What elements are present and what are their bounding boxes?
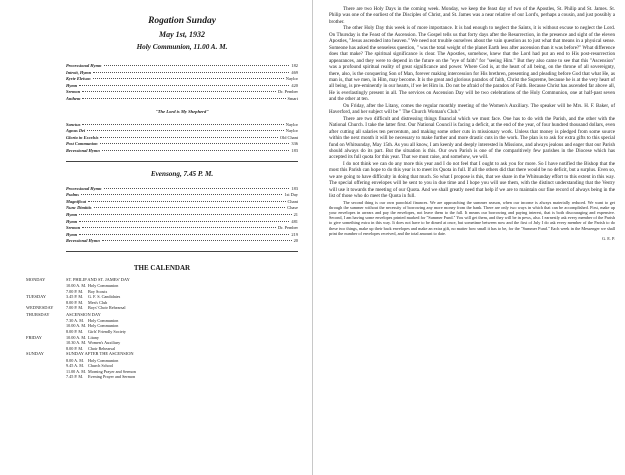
- calendar-day: [26, 351, 298, 380]
- event-name: Choir Rehearsal: [88, 345, 116, 351]
- leader-dots: [94, 207, 286, 208]
- event-time: 8.00 A. M.: [66, 357, 85, 363]
- event-name: Morning Prayer and Sermon: [88, 368, 136, 374]
- left-page: [0, 0, 312, 475]
- order-item-label: Hymn: [66, 82, 78, 88]
- event-name: Holy Communion: [88, 283, 119, 289]
- calendar-day-events: [66, 294, 298, 305]
- calendar-event: [66, 305, 298, 311]
- order-item-label: Sermon: [66, 89, 81, 95]
- evening-order-list: [66, 186, 298, 245]
- leader-dots: [82, 98, 285, 99]
- calendar-list: [26, 276, 298, 380]
- order-item-value: Naylor: [285, 121, 298, 127]
- order-item: [66, 141, 298, 148]
- event-name: Girls' Friendly Society: [88, 329, 126, 335]
- event-name: Holy Communion: [88, 323, 119, 329]
- event-time: 10.00 A. M.: [66, 334, 87, 340]
- event-name: Holy Communion: [88, 357, 119, 363]
- calendar-day: [26, 294, 298, 305]
- order-item-value: 21: [293, 211, 298, 217]
- event-name: Boy Scouts: [88, 288, 108, 294]
- order-item-label: Magnificat: [66, 198, 87, 204]
- event-name: G. F. S. Candidates: [88, 294, 121, 300]
- leader-dots: [82, 227, 276, 228]
- calendar-day-name: FRIDAY: [26, 334, 42, 340]
- event-name: Women's Auxiliary: [88, 340, 121, 346]
- calendar-day-events: [66, 312, 298, 335]
- leader-dots: [93, 72, 289, 73]
- leader-dots: [104, 188, 290, 189]
- order-item: [66, 70, 298, 77]
- order-item: [66, 76, 298, 83]
- event-time: 7.30 A. M.: [66, 317, 85, 323]
- order-item-value: 481: [291, 218, 298, 224]
- section-divider: [66, 161, 298, 162]
- order-item-value: Chant: [287, 198, 298, 204]
- order-item: [66, 122, 298, 129]
- calendar-day-name: THURSDAY: [26, 311, 50, 317]
- page-title: Rogation Sunday: [148, 16, 216, 26]
- leader-dots: [81, 194, 283, 195]
- calendar-day: [26, 277, 298, 294]
- service-date: May 1st, 1932: [159, 30, 205, 39]
- event-time: 7.00 P. M.: [66, 288, 84, 294]
- event-name: Church School: [88, 363, 114, 369]
- leader-dots: [100, 143, 290, 144]
- event-name: Men's Club: [88, 299, 108, 305]
- order-item-label: Anthem: [66, 95, 81, 101]
- order-item-value: 183: [291, 147, 298, 153]
- order-item-label: Nunc Dimittis: [66, 205, 92, 211]
- order-item-value: Old Chant: [279, 134, 298, 140]
- event-time: 3.45 P. M.: [66, 294, 84, 300]
- leader-dots: [79, 85, 289, 86]
- event-time: 7.00 P. M.: [66, 305, 84, 311]
- order-item: [66, 199, 298, 206]
- order-item-value: 336: [291, 141, 298, 147]
- order-item: [66, 128, 298, 135]
- event-name: Boys' Choir Rehearsal: [88, 305, 126, 311]
- calendar-event: [66, 374, 298, 380]
- section-divider: [66, 251, 298, 252]
- order-item: [66, 212, 298, 219]
- order-item-label: Gloria in Excelsis: [66, 134, 99, 140]
- order-item: [66, 148, 298, 155]
- order-item: [66, 238, 298, 245]
- leader-dots: [102, 150, 290, 151]
- order-item-value: 183: [291, 185, 298, 191]
- order-item-value: 182: [291, 63, 298, 68]
- order-item: [66, 219, 298, 226]
- calendar-day-events: [66, 277, 298, 294]
- calendar-day-name: TUESDAY: [26, 294, 47, 300]
- article-paragraph: The other Holy Day this week is of more importance. It is bad enough to neglect the Saints, it is without excuse to neglect the Lord. On Thursday is the Feast of the Ascension. The Gospel tells us that forty days after the Resurrection, in the presence and sight of the eleven Apostles, "Jesus ascended into heaven." We need not trouble ourselves about the vain question as to just what that means in a physical sense. Someone has asked the senseless question, " was the total weight of the planet Earth less after ascension than it was before?" What difference does that make? The spiritual significance is clear. The Apostles, somehow, knew that the Lord had put an end to His post-resurrection appearances, and they were to depend in the future on the "eye of faith" for "seeing Him." But they also came to see that this "Ascension" was a profound spiritual reality of great significance and power. Where God is, at the heart of all being, on the throne of all sovereignty, there, also, is the conquering Son of Man, forever making intercession for His brethren, presenting and pleading before God that what He, as man is, that we men, in Him, may become. It is the great and glorious paradox of faith, Christ the Supreme, because he is at the very heart of all being, is pre-eminently in our hearts, if we let Him in. Do not be afraid of the paradox of Faith. Because Christ has ascended far above all, He is everlastingly present in all. The services on Ascension Day will be two celebrations of the Holy Communion, one at half-past seven and the other at ten.: [329, 25, 615, 103]
- order-item-label: Introit, Hymn: [66, 69, 92, 75]
- leader-dots: [104, 65, 290, 66]
- order-item: [66, 83, 298, 90]
- calendar-day-name: WEDNESDAY: [26, 305, 54, 311]
- order-item-value: Dr. Pember: [278, 225, 298, 231]
- anthem-title: "The Lord is My Shepherd": [155, 108, 209, 114]
- order-item-label: Recessional Hymn: [66, 238, 100, 244]
- order-item-value: 1st Day: [284, 192, 298, 198]
- article-paragraph: I do not think we can do any more this year and I do not feel that I ought to ask you for more. So I have notified the Bishop that the most this Parish can hope to do this year is to meet its Quota in full. If all the others did that there would be no deficit, but a surplus. Even so, we are going to have difficulty in doing that much. So what I propose is this, that we share in the Whitsunday effort to this extent in this way. The special offering envelopes will be sent to you in due time and I hope you will use them, with the distinct understanding that the Vestry will use it towards the meeting of our Quota. And we shall greatly need that help if we are to maintain our fine record of always being in the list of those who do meet the Quota in full.: [329, 160, 615, 200]
- event-time: 8.00 P. M.: [66, 299, 84, 305]
- order-item-value: 20: [293, 238, 298, 244]
- morning-service-heading: Holy Communion, 11.00 A. M.: [136, 43, 228, 51]
- order-item: [66, 89, 298, 96]
- order-item-value: Naylor: [285, 128, 298, 134]
- signature: G. E. P.: [601, 236, 615, 242]
- order-item-value: 420: [291, 82, 298, 88]
- event-time: 10.00 A. M.: [66, 323, 87, 329]
- calendar-day-title: SUNDAY AFTER THE ASCENSION: [66, 351, 134, 357]
- leader-dots: [82, 124, 283, 125]
- leader-dots: [82, 91, 276, 92]
- order-item: [66, 205, 298, 212]
- order-item: [66, 96, 298, 103]
- leader-dots: [79, 234, 289, 235]
- article-paragraph: There are two Holy Days in the coming week. Monday, we keep the feast day of two of the Apostles, St. Philip and St. James. St. Philip was one of the earliest of the Disciples of Christ, and St. James was a near relative of our Lord's, perhaps a cousin, and just possibly a brother.: [329, 6, 615, 25]
- event-time: 11.00 A. M.: [66, 368, 86, 374]
- order-item-label: Hymn: [66, 231, 78, 237]
- calendar-heading: THE CALENDAR: [133, 263, 191, 272]
- morning-order-list: [66, 63, 298, 103]
- order-item-label: Sermon: [66, 225, 81, 231]
- order-item-value: Chase: [287, 205, 298, 211]
- order-item-label: Psalms: [66, 192, 79, 198]
- article-paragraph: There are two difficult and distressing things financial which we must face. One has to do with the Parish, and the other with the National Church. I take the latter first. Our National Council is facing a deficit, at the end of the year, of four hundred thousand dollars, even after cutting all salaries ten percentum, and making some other cuts in missionary work. Unless that money is pledged from some source within the next month it will be necessary to make further and more drastic cuts in the work. The plan is to ask for extra gifts to this special fund on Whitsunday, May 15th. As you all know, I am keenly and deeply interested in Missions, and always jealous and eager that our Parish should always do its part. But the situation is this. Our own Parish is one of the comparitively few parishes in the Diocese which has accepted its full quota for this year. That we must raise, and somehow, we will.: [329, 115, 615, 161]
- calendar-day: [26, 312, 298, 335]
- article-paragraph: On Friday, after the Litany, comes the regular monthly meeting of the Women's Auxiliary. The speaker will be Mrs. H. F. Baker, of Haverford, and her subject will be " The Church Woman's Club.": [329, 102, 615, 116]
- order-item: [66, 232, 298, 239]
- order-item-value: 469: [291, 69, 298, 75]
- calendar-day: [26, 335, 298, 352]
- calendar-day-events: [66, 351, 298, 380]
- order-item: [66, 135, 298, 142]
- event-name: Litany: [88, 334, 99, 340]
- calendar-day-name: SUNDAY: [26, 351, 44, 357]
- order-item-label: Recessional Hymn: [66, 147, 100, 153]
- order-item-value: Smart: [287, 95, 298, 101]
- order-item-label: Processional Hymn: [66, 63, 102, 68]
- leader-dots: [88, 201, 285, 202]
- order-item-label: Kyrie Eleison: [66, 76, 91, 82]
- event-name: Evening Prayer and Sermon: [88, 374, 136, 380]
- order-item-label: Post Communion: [66, 141, 98, 147]
- event-time: 9.45 A. M.: [66, 363, 85, 369]
- order-item: [66, 186, 298, 193]
- order-item-label: Agnus Dei: [66, 128, 86, 134]
- order-item-value: Dr. Pember: [278, 89, 298, 95]
- leader-dots: [79, 221, 289, 222]
- event-time: 8.00 P. M.: [66, 329, 84, 335]
- order-item-value: 219: [291, 231, 298, 237]
- order-item: [66, 63, 298, 70]
- event-time: 10.30 A. M.: [66, 340, 87, 346]
- order-item-value: Naylor: [285, 76, 298, 82]
- leader-dots: [93, 78, 284, 79]
- event-time: 7.45 P. M.: [66, 374, 84, 380]
- leader-dots: [79, 214, 291, 215]
- order-item: [66, 225, 298, 232]
- leader-dots: [100, 137, 277, 138]
- evening-service-heading: Evensong, 7.45 P. M.: [150, 169, 214, 178]
- calendar-day-title: ST. PHILIP AND ST. JAMES' DAY: [66, 276, 130, 282]
- event-time: 8.00 P. M.: [66, 345, 84, 351]
- order-item-label: Processional Hymn: [66, 185, 102, 191]
- event-name: Holy Communion: [88, 317, 119, 323]
- order-item-label: Hymn: [66, 211, 78, 217]
- order-item-label: Sanctus: [66, 121, 81, 127]
- event-time: 10.00 A. M.: [66, 283, 87, 289]
- calendar-day-name: MONDAY: [26, 276, 46, 282]
- right-page: [313, 0, 625, 475]
- leader-dots: [87, 130, 284, 131]
- calendar-day-title: ASCENSION DAY: [66, 311, 101, 317]
- calendar-day-events: [66, 335, 298, 352]
- morning-order-list-continued: [66, 122, 298, 155]
- leader-dots: [102, 240, 292, 241]
- order-item-label: Hymn: [66, 218, 78, 224]
- article-paragraph-small: The second thing is our own parochial finances. We are approaching the summer season, when our income is always materially reduced. We want to get through the summer without the necessity of borrowing any more money from the bank. There are only two ways in which that can be accomplished. First, make up your envelopes in arrears and pay the envelopes, not leave them to the fall. It means our borrowing and paying interest, that is both discouraging and expensive. Second, I am having some envelopes printed marked for "Summer Fund." You will get them, and they will be in pews, also. I earnestly ask every member of the Parish to give something extra in this way. It does not have to be dimed at once, but sometime between now and the first of July I do ask every member of the Parish to do these two things, make up their back envelopes and make an extra gift, no matter how small it has to be, for the "Summer Fund." Each week in the Messenger we shall print the number of envelopes received, and the total amount to date.: [329, 199, 615, 236]
- order-item: [66, 192, 298, 199]
